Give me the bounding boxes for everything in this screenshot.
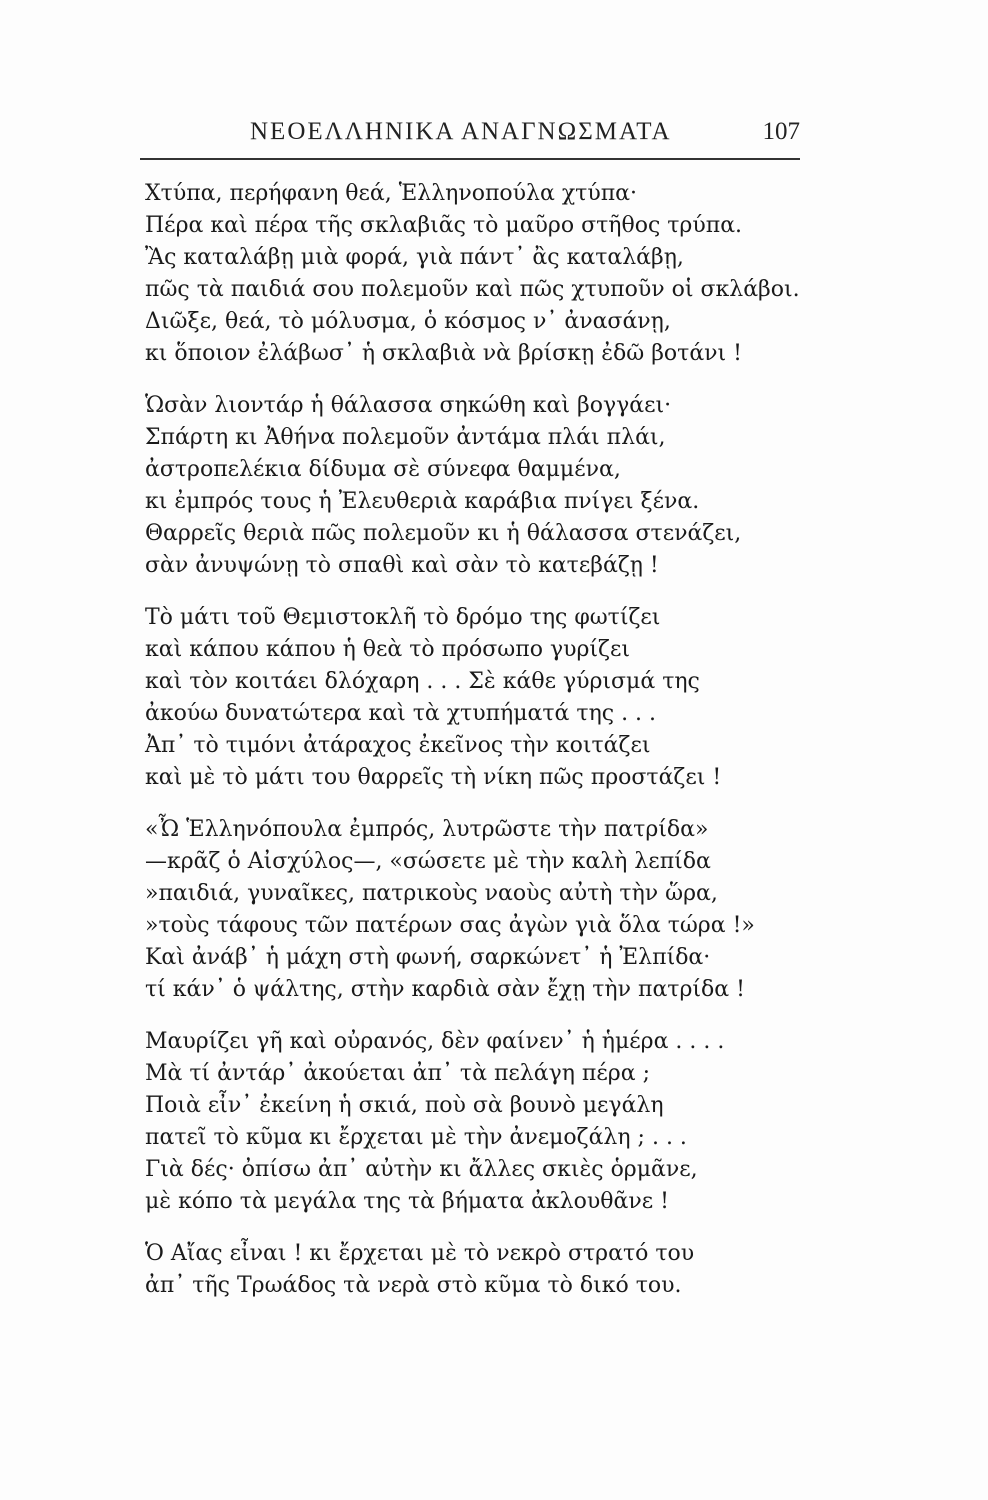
verse-line: Διῶξε, θεά, τὸ μόλυσμα, ὁ κόσμος ν᾿ ἀνασάνῃ,: [145, 309, 671, 334]
verse-line: Καὶ ἀνάβ᾿ ἡ μάχη στὴ φωνή, σαρκώνετ᾿ ἡ Ἐλπίδα·: [145, 945, 711, 970]
verse-line: καὶ κάπου κάπου ἡ θεὰ τὸ πρόσωπο γυρίζει: [145, 637, 630, 662]
verse-line: »τοὺς τάφους τῶν πατέρων σας ἀγὼν γιὰ ὅλα τώρα !»: [145, 913, 755, 938]
stanza-1: [145, 178, 805, 370]
stanza-3: [145, 602, 805, 794]
running-head: ΝΕΟΕΛΛΗΝΙΚΑ ΑΝΑΓΝΩΣΜΑΤΑ: [250, 118, 672, 145]
verse-line: —κρᾶζ ὁ Αἰσχύλος—, «σώσετε μὲ τὴν καλὴ λεπίδα: [145, 849, 711, 874]
verse-line: Ὁ Αἴας εἶναι ! κι ἔρχεται μὲ τὸ νεκρὸ στρατό του: [145, 1241, 695, 1266]
verse-line: Ἀπ᾿ τὸ τιμόνι ἀτάραχος ἐκεῖνος τὴν κοιτάζει: [145, 733, 651, 758]
stanza-2: [145, 390, 805, 582]
verse-line: Σπάρτη κι Ἀθήνα πολεμοῦν ἀντάμα πλάι πλάι,: [145, 425, 666, 450]
verse-line: »παιδιά, γυναῖκες, πατρικοὺς ναοὺς αὐτὴ τὴν ὥρα,: [145, 881, 718, 906]
verse-line: Θαρρεῖς θεριὰ πῶς πολεμοῦν κι ἡ θάλασσα στενάζει,: [145, 521, 742, 546]
verse-line: ἀπ᾿ τῆς Τρωάδος τὰ νερὰ στὸ κῦμα τὸ δικό του.: [145, 1273, 682, 1298]
verse-line: τί κάν᾿ ὁ ψάλτης, στὴν καρδιὰ σὰν ἔχῃ τὴν πατρίδα !: [145, 977, 745, 1002]
verse-line: ἀκούω δυνατώτερα καὶ τὰ χτυπήματά της . . .: [145, 701, 657, 726]
page-header: [140, 118, 800, 154]
verse-line: πῶς τὰ παιδιά σου πολεμοῦν καὶ πῶς χτυποῦν οἱ σκλάβοι.: [145, 277, 800, 302]
verse-line: Χτύπα, περήφανη θεά, Ἑλληνοπούλα χτύπα·: [145, 181, 638, 206]
verse-line: Μαυρίζει γῆ καὶ οὐρανός, δὲν φαίνεν᾿ ἡ ἡμέρα . . . .: [145, 1029, 725, 1054]
poem-body: [145, 178, 805, 1302]
verse-line: καὶ τὸν κοιτάει δλόχαρη . . . Σὲ κάθε γύρισμά της: [145, 669, 700, 694]
verse-line: κι ὅποιον ἐλάβωσ᾿ ἡ σκλαβιὰ νὰ βρίσκῃ ἐδῶ βοτάνι !: [145, 341, 743, 366]
verse-line: Γιὰ δές· ὀπίσω ἀπ᾿ αὐτὴν κι ἄλλες σκιὲς ὁρμᾶνε,: [145, 1157, 698, 1182]
verse-line: Τὸ μάτι τοῦ Θεμιστοκλῆ τὸ δρόμο της φωτίζει: [145, 605, 661, 630]
verse-line: Ἂς καταλάβῃ μιὰ φορά, γιὰ πάντ᾿ ἂς καταλάβῃ,: [145, 245, 684, 270]
verse-line: Ὡσὰν λιοντάρ ἡ θάλασσα σηκώθη καὶ βογγάει·: [145, 393, 672, 418]
verse-line: πατεῖ τὸ κῦμα κι ἔρχεται μὲ τὴν ἀνεμοζάλη ; . . .: [145, 1125, 687, 1150]
verse-line: Ποιὰ εἶν᾿ ἐκείνη ἡ σκιά, ποὺ σὰ βουνὸ μεγάλη: [145, 1093, 664, 1118]
verse-line: μὲ κόπο τὰ μεγάλα της τὰ βήματα ἀκλουθᾶνε !: [145, 1189, 669, 1214]
stanza-6: [145, 1238, 805, 1302]
verse-line: καὶ μὲ τὸ μάτι του θαρρεῖς τὴ νίκη πῶς προστάζει !: [145, 765, 722, 790]
header-rule: [140, 158, 800, 160]
stanza-4: [145, 814, 805, 1006]
verse-line: Πέρα καὶ πέρα τῆς σκλαβιᾶς τὸ μαῦρο στῆθος τρύπα.: [145, 213, 743, 238]
page-number: 107: [762, 118, 800, 145]
verse-line: ἀστροπελέκια δίδυμα σὲ σύνεφα θαμμένα,: [145, 457, 621, 482]
stanza-5: [145, 1026, 805, 1218]
verse-line: «Ὦ Ἑλληνόπουλα ἐμπρός, λυτρῶστε τὴν πατρίδα»: [145, 817, 709, 842]
verse-line: κι ἐμπρός τους ἡ Ἐλευθεριὰ καράβια πνίγει ξένα.: [145, 489, 700, 514]
verse-line: σὰν ἀνυψώνῃ τὸ σπαθὶ καὶ σὰν τὸ κατεβάζῃ !: [145, 553, 659, 578]
verse-line: Μὰ τί ἀντάρ᾿ ἀκούεται ἀπ᾿ τὰ πελάγη πέρα ;: [145, 1061, 650, 1086]
